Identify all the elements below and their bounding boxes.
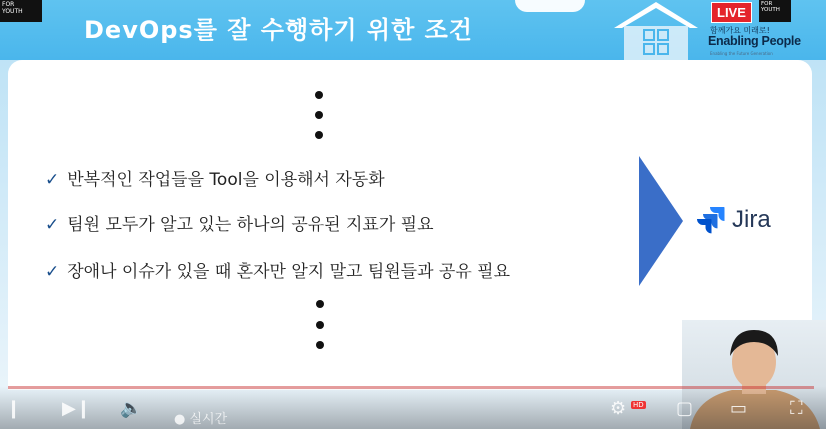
next-icon[interactable]: ▶❙ [62,398,91,419]
jira-logo [697,204,771,236]
live-badge: LIVE [711,2,752,23]
slide-title: DevOps를 잘 수행하기 위한 조건 [84,16,473,44]
check-icon: ✓ [45,170,60,190]
live-label-text: 실시간 [189,412,228,427]
list-item [45,165,385,190]
jira-label: Jira [732,206,771,233]
for-youth-logo-left: FOR YOUTH [0,0,42,22]
brand-tagline: Enabling the Future Generation [710,51,773,56]
hd-badge: HD [633,401,644,409]
cloud-decoration [515,0,585,12]
ellipsis-dot [315,91,323,99]
check-icon: ✓ [45,215,60,235]
progress-bar[interactable] [8,386,814,389]
brand-name: Enabling People [708,34,801,48]
miniplayer-icon[interactable]: ▢ [676,398,694,419]
live-label [174,408,227,427]
list-item-text: 장애나 이슈가 있을 때 혼자만 알지 말고 팀원들과 공유 필요 [67,262,511,282]
list-item [45,210,434,235]
brand-slogan: 함께가요 미래로! [710,26,770,35]
ellipsis-dot [315,131,323,139]
theater-icon[interactable]: ▭ [730,398,748,419]
play-bar-icon[interactable]: ❙ [6,398,22,419]
volume-icon[interactable]: 🔈 [120,398,143,419]
ellipsis-dot [316,300,324,308]
live-dot-icon: ● [174,412,190,427]
jira-icon [697,206,725,234]
settings-icon[interactable]: ⚙ [610,398,627,419]
ellipsis-dot [315,111,323,119]
player-controls [0,386,826,429]
for-youth-logo-right: FOR YOUTH [759,0,791,22]
arrow-right-icon [639,156,683,286]
ellipsis-dot [316,321,324,329]
check-icon: ✓ [45,262,60,282]
list-item-text: 팀원 모두가 알고 있는 하나의 공유된 지표가 필요 [67,215,434,235]
list-item [45,257,510,282]
broadcast-brand [706,0,826,58]
list-item-text: 반복적인 작업들을 Tool을 이용해서 자동화 [67,170,385,190]
fullscreen-icon[interactable]: ⛶ [790,398,803,419]
ellipsis-dot [316,341,324,349]
house-icon [610,0,702,60]
